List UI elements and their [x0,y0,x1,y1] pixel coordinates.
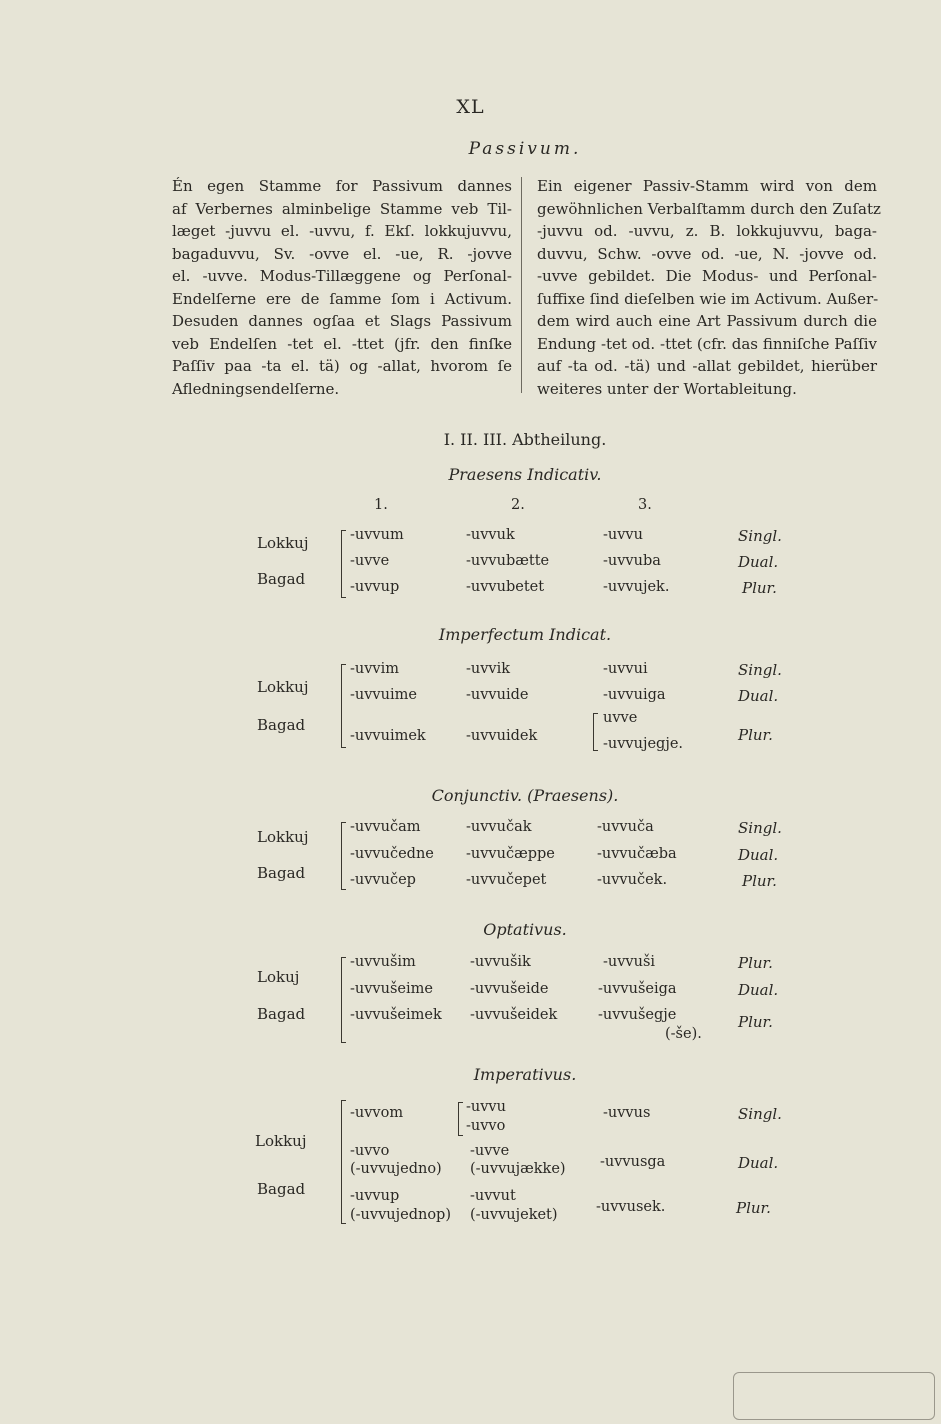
danish-paragraph [172,175,512,400]
form-cell: -uvvušeime [350,981,433,997]
text-line: Desuden dannes ogſaa et Slags Passivum [172,312,512,330]
number-label: Dual. [738,553,779,571]
person-1-header: 1. [374,497,388,513]
page-number: XL [456,96,485,118]
number-label: Singl. [738,661,782,679]
form-cell: -uvvu [603,527,643,543]
form-cell: -uvvušeide [470,981,549,997]
number-label: Dual. [738,1154,779,1172]
number-label: Plur. [742,872,777,890]
brace [593,713,602,751]
person-3-header: 3. [638,497,652,513]
form-cell: -uvvim [350,661,400,677]
text-line: -juvvu od. -uvvu, z. B. lokkujuvvu, baga- [537,222,877,240]
form-cell: -uvvu [466,1099,506,1115]
form-cell: -uvvušim [350,954,416,970]
form-cell: -uvvuček. [597,872,668,888]
conjunctiv-title: Conjunctiv. (Praesens). [431,786,619,805]
person-2-header: 2. [511,497,525,513]
abtheilung-heading: I. II. III. Abtheilung. [443,430,607,449]
form-cell: -uvvušeiga [598,981,677,997]
form-cell: -uvvubetet [466,579,545,595]
form-cell: -uvvuši [603,954,656,970]
form-cell: -uvvuimek [350,728,426,744]
form-cell: -uvvum [350,527,404,543]
text-line: af Verbernes alminbelige Stamme veb Til- [172,199,512,218]
text-line: Ein eigener Passiv-Stamm wird von dem [537,177,877,195]
text-line: veb Endelſen -tet el. -ttet (jfr. den finſke [172,334,512,353]
text-line: læget -juvvu el. -uvvu, f. Ekſ. lokkujuvvu, [172,222,512,240]
label-lokuj: Lokuj [257,968,300,986]
text-line: el. -uvve. Modus-Tillæggene og Perſonal- [172,267,512,285]
label-bagad: Bagad [257,716,306,734]
number-label: Singl. [738,1105,782,1123]
form-cell: -uvvučam [350,819,421,835]
text-line: dem wird auch eine Art Passivum durch die [537,312,877,330]
form-cell: -uvvučæppe [466,846,555,862]
text-line: Afledningsendelſerne. [172,379,340,398]
text-line: auf -ta od. -tä) und -allat gebildet, hierüber [537,357,877,375]
form-cell: -uvvujek. [603,579,670,595]
brace [341,530,350,598]
form-cell: -uvvušeimek [350,1007,442,1023]
form-cell: uvve [603,710,638,726]
form-cell: -uvvik [466,661,511,677]
label-lokkuj: Lokkuj [255,1132,307,1150]
section-heading: Passivum. [468,139,582,159]
text-line: Paſſiv paa -ta el. tä) og -allat, hvorom ſe [172,357,512,375]
form-cell: -uvvuidek [466,728,538,744]
label-lokkuj: Lokkuj [257,678,309,696]
label-lokkuj: Lokkuj [257,534,309,552]
form-cell: -uvvučepet [466,872,547,888]
form-cell: -uvvujegje. [603,736,684,752]
form-cell: -uvvuba [603,553,661,569]
column-divider [521,177,522,393]
imperativus-title: Imperativus. [473,1065,577,1084]
number-label: Plur. [738,1013,773,1031]
text-line: Endung -tet od. -ttet (cfr. das finniſche Paſſiv [537,334,877,353]
brace [341,664,350,748]
form-cell: -uvvuk [466,527,515,543]
form-cell: -uvvučep [350,872,416,888]
praesens-indicativ-title: Praesens Indicativ. [448,465,602,484]
label-bagad: Bagad [257,1005,306,1023]
number-label: Plur. [738,726,773,744]
form-cell: -uvvui [603,661,648,677]
form-cell: -uvvusek. [596,1199,666,1215]
number-label: Plur. [742,579,777,597]
form-cell: -uvvus [603,1105,651,1121]
form-cell: -uvvušeidek [470,1007,558,1023]
form-cell: -uvvučak [466,819,532,835]
number-label: Singl. [738,527,782,545]
label-lokkuj: Lokkuj [257,828,309,846]
form-cell: -uvvuča [597,819,654,835]
text-line: bagaduvvu, Sv. -ovve el. -ue, R. -jovve [172,244,512,263]
label-bagad: Bagad [257,1180,306,1198]
form-cell: -uvvubætte [466,553,550,569]
form-cell: (-uvvujedno) [350,1161,442,1177]
form-cell: -uvvušegje [598,1007,677,1023]
text-line: duvvu, Schw. -ovve od. -ue, N. -jovve od. [537,244,877,263]
form-cell: (-uvvujeket) [470,1207,558,1223]
form-cell: (-uvvujednop) [350,1207,451,1223]
text-line: ſuffixe ſind dieſelben wie im Activum. Außer- [537,289,879,308]
form-cell: -uvvo [350,1143,390,1159]
form-cell: -uvvuide [466,687,529,703]
form-cell: (-uvvujække) [470,1161,566,1177]
form-cell: -uvvuime [350,687,417,703]
label-bagad: Bagad [257,864,306,882]
number-label: Plur. [736,1199,771,1217]
form-cell: -uvvučedne [350,846,434,862]
number-label: Dual. [738,846,779,864]
number-label: Dual. [738,981,779,999]
text-line: weiteres unter der Wortableitung. [537,379,797,398]
label-bagad: Bagad [257,570,306,588]
form-cell: -uvve [470,1143,510,1159]
german-paragraph [537,175,881,400]
optativus-title: Optativus. [483,920,567,939]
brace [341,1100,350,1224]
form-cell: -uvvušik [470,954,531,970]
form-cell: -uvvučæba [597,846,677,862]
form-cell: -uvve [350,553,390,569]
form-cell: (-še). [665,1026,702,1042]
form-cell: -uvvuiga [603,687,666,703]
form-cell: -uvvup [350,1188,400,1204]
text-line: Endelſerne ere de ſamme ſom i Activum. [172,289,512,308]
imperfectum-indicat-title: Imperfectum Indicat. [438,625,612,644]
form-cell: -uvvo [466,1118,506,1134]
form-cell: -uvvusga [600,1154,666,1170]
text-line: Én egen Stamme for Passivum dannes [172,177,512,195]
text-line: gewöhnlichen Verbalſtamm durch den Zuſatz [537,199,881,218]
form-cell: -uvvup [350,579,400,595]
library-stamp-outline [733,1372,935,1420]
number-label: Dual. [738,687,779,705]
form-cell: -uvvom [350,1105,404,1121]
form-cell: -uvvut [470,1188,516,1204]
text-line: -uvve gebildet. Die Modus- und Perſonal- [537,267,877,285]
brace [341,822,350,890]
number-label: Singl. [738,819,782,837]
number-label: Plur. [738,954,773,972]
brace [341,957,350,1043]
